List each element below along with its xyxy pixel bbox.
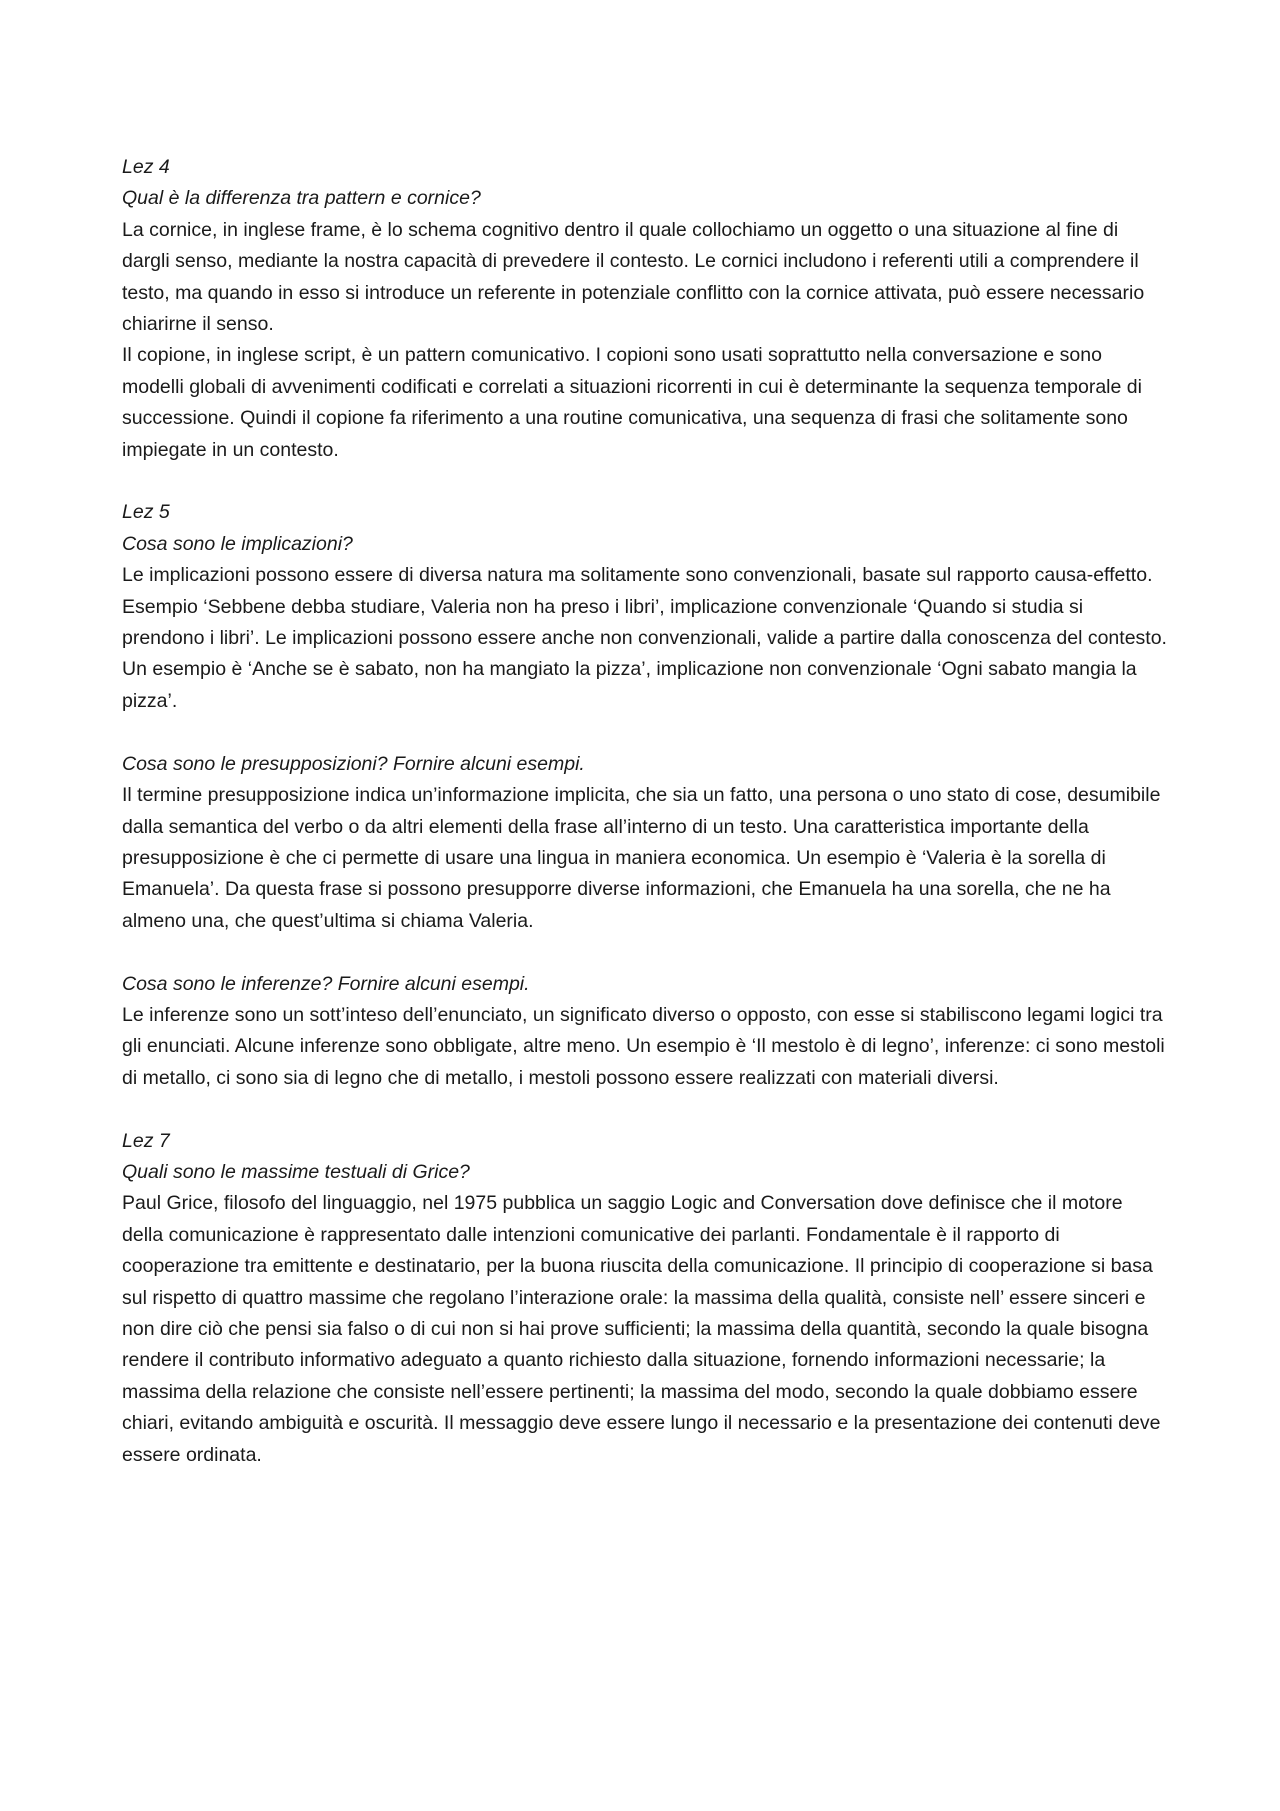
- question-heading: Qual è la differenza tra pattern e cornice?: [122, 187, 481, 210]
- question-block: [122, 183, 1167, 466]
- lesson-section: [122, 152, 1167, 466]
- question-heading: Cosa sono le presupposizioni? Fornire alcuni esempi.: [122, 752, 585, 775]
- lesson-label: Lez 4: [122, 156, 170, 178]
- question-heading: Quali sono le massime testuali di Grice?: [122, 1160, 470, 1183]
- answer-paragraph: Paul Grice, filosofo del linguaggio, nel 1975 pubblica un saggio Logic and Conversation dove definisce che il motore della comunicazione è rappresentato dalle intenzioni comunicative dei parlanti. Fondamentale è il rapporto di cooperazione tra emittente e destinatario, per la buona riuscita della comunicazione. Il principio di cooperazione si basa sul rispetto di quattro massime che regolano l’interazione orale: la massima della qualità, consiste nell’ essere sinceri e non dire ciò che pensi sia falso o di cui non si hai prove sufficienti; la massima della quantità, secondo la quale bisogna rendere il contributo informativo adeguato a quanto richiesto dalla situazione, fornendo informazioni necessarie; la massima della relazione che consiste nell’essere pertinenti; la massima del modo, secondo la quale dobbiamo essere chiari, evitando ambiguità e oscurità. Il messaggio deve essere lungo il necessario e la presentazione dei contenuti deve essere ordinata.: [122, 1192, 1161, 1466]
- question-block: [122, 969, 1167, 1095]
- lesson-section: [122, 1126, 1167, 1471]
- question-heading: Cosa sono le inferenze? Fornire alcuni esempi.: [122, 972, 530, 995]
- answer-paragraph: Il copione, in inglese script, è un pattern comunicativo. I copioni sono usati soprattutto nella conversazione e sono modelli globali di avvenimenti codificati e correlati a situazioni ricorrenti in cui è determinante la sequenza temporale di successione. Quindi il copione fa riferimento a una routine comunicativa, una sequenza di frasi che solitamente sono impiegate in un contesto.: [122, 344, 1142, 461]
- question-block: [122, 749, 1167, 937]
- answer-paragraph: Le implicazioni possono essere di diversa natura ma solitamente sono convenzionali, basate sul rapporto causa-effetto. Esempio ‘Sebbene debba studiare, Valeria non ha preso i libri’, implicazione convenzionale ‘Quando si studia si prendono i libri’. Le implicazioni possono essere anche non convenzionali, valide a partire dalla conoscenza del contesto. Un esempio è ‘Anche se è sabato, non ha mangiato la pizza’, implicazione non convenzionale ‘Ogni sabato mangia la pizza’.: [122, 564, 1167, 712]
- document-page: [122, 152, 1167, 1471]
- answer-paragraph: La cornice, in inglese frame, è lo schema cognitivo dentro il quale collochiamo un oggetto o una situazione al fine di dargli senso, mediante la nostra capacità di prevedere il contesto. Le cornici includono i referenti utili a comprendere il testo, ma quando in esso si introduce un referente in potenziale conflitto con la cornice attivata, può essere necessario chiarirne il senso.: [122, 218, 1145, 336]
- lesson-section: [122, 497, 1167, 1094]
- question-heading: Cosa sono le implicazioni?: [122, 532, 353, 555]
- lesson-label: Lez 5: [122, 501, 170, 524]
- answer-paragraph: Le inferenze sono un sott’inteso dell’enunciato, un significato diverso o opposto, con esse si stabiliscono legami logici tra gli enunciati. Alcune inferenze sono obbligate, altre meno. Un esempio è ‘Il mestolo è di legno’, inferenze: ci sono mestoli di metallo, ci sono sia di legno che di metallo, i mestoli possono essere realizzati con materiali diversi.: [122, 1003, 1165, 1089]
- question-block: [122, 529, 1167, 717]
- question-block: [122, 1157, 1167, 1471]
- lesson-label: Lez 7: [122, 1129, 170, 1152]
- answer-paragraph: Il termine presupposizione indica un’informazione implicita, che sia un fatto, una persona o uno stato di cose, desumibile dalla semantica del verbo o da altri elementi della frase all’interno di un testo. Una caratteristica importante della presupposizione è che ci permette di usare una lingua in maniera economica. Un esempio è ‘Valeria è la sorella di Emanuela’. Da questa frase si possono presupporre diverse informazioni, che Emanuela ha una sorella, che ne ha almeno una, che quest’ultima si chiama Valeria.: [122, 784, 1161, 932]
